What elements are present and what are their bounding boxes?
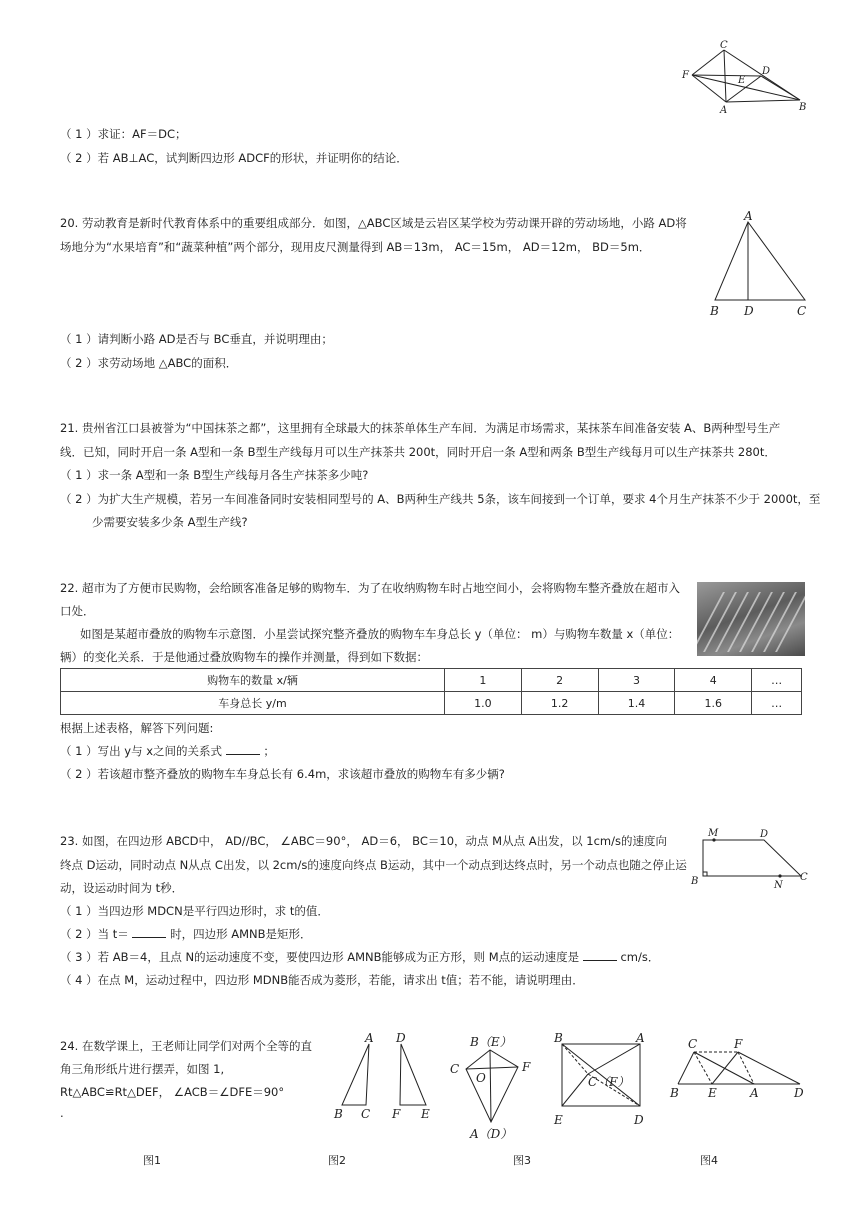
answer-blank[interactable] xyxy=(226,744,260,755)
table-cell: 2 xyxy=(521,669,598,692)
q23-label-n: N xyxy=(774,880,783,891)
q20-label-b: B xyxy=(710,304,719,318)
q23-stem-line1: 23. 如图，在四边形 ABCD中， AD//BC， ∠ABC＝90°， AD＝6， BC＝10，动点 M从点 A出发，以 1cm/s的速度向 xyxy=(60,834,667,848)
figure-caption: 图1 xyxy=(143,1154,161,1167)
q20-label-d: D xyxy=(744,304,754,318)
q23-label-d: D xyxy=(760,829,769,840)
table-cell: … xyxy=(752,669,802,692)
table-cell: 1.2 xyxy=(521,692,598,715)
q24-fig2-label-c: C xyxy=(450,1062,460,1076)
q22-part1-tail: ； xyxy=(263,744,275,758)
q24-stem-line2: 角三角形纸片进行摆弄，如图 1, xyxy=(60,1062,225,1076)
q23-label-c: C xyxy=(800,872,808,883)
q23-part3 xyxy=(60,949,659,966)
q23-part4: （ 4 ）在点 M，运动过程中，四边形 MDNB能否成为菱形，若能，请求出 t值；若不能，请说明理由． xyxy=(60,973,584,987)
q24-figure4 xyxy=(666,1030,808,1108)
q23-part3-text: （ 3 ）若 AB＝4，且点 N的运动速度不变，要使四边形 AMNB能够成为正方形，则 M点的运动速度是 xyxy=(60,950,580,964)
q24-fig4-label-b: B xyxy=(670,1086,679,1100)
q19-label-f: F xyxy=(682,70,689,81)
q23-part2-text: （ 2 ）当 t＝ xyxy=(60,927,129,941)
q24-fig2-label-f: F xyxy=(522,1060,531,1074)
q24-fig4-label-f: F xyxy=(734,1037,743,1051)
q21-part1: （ 1 ）求一条 A型和一条 B型生产线每月各生产抹茶多少吨? xyxy=(60,468,369,482)
figure-caption: 图4 xyxy=(700,1154,718,1167)
q24-figure3 xyxy=(548,1030,658,1132)
q21-part2-line2: 少需要安装多少条 A型生产线? xyxy=(92,515,248,529)
q24-fig3-label-a: A xyxy=(636,1031,645,1045)
figure-caption: 图3 xyxy=(513,1154,531,1167)
table-row xyxy=(61,692,802,715)
q23-stem-line3: 动，设运动时间为 t秒． xyxy=(60,881,184,895)
q20-stem-line2: 场地分为“水果培育”和“蔬菜种植”两个部分，现用皮尺测量得到 AB＝13m， AC＝15m， AD＝12m， BD＝5m． xyxy=(60,240,651,254)
q24-fig1-label-d: D xyxy=(396,1031,406,1045)
q19-label-b: B xyxy=(799,102,807,113)
q22-part1-text: （ 1 ）写出 y与 x之间的关系式 xyxy=(60,744,223,758)
table-cell: 1.0 xyxy=(445,692,522,715)
q22-stem-line4: 辆）的变化关系．于是他通过叠放购物车的操作并测量，得到如下数据： xyxy=(60,650,428,664)
table-cell: 1 xyxy=(445,669,522,692)
q24-fig1-label-b: B xyxy=(334,1107,343,1121)
q22-after-table: 根据上述表格，解答下列问题: xyxy=(60,721,214,735)
q24-stem-line4: . xyxy=(60,1106,64,1120)
cart-data-table xyxy=(60,668,802,715)
q24-fig3-label-d: D xyxy=(634,1113,644,1127)
table-cell: 3 xyxy=(598,669,675,692)
q23-label-m: M xyxy=(708,828,719,839)
q20-part1: （ 1 ）请判断小路 AD是否与 BC垂直，并说明理由； xyxy=(60,332,333,346)
figure-caption: 图2 xyxy=(328,1154,346,1167)
table-header-cell: 购物车的数量 x/辆 xyxy=(61,669,445,692)
q22-stem-line2: 口处． xyxy=(60,604,95,618)
q22-stem-line3: 如图是某超市叠放的购物车示意图．小星尝试探究整齐叠放的购物车车身总长 y（单位： m）与购物车数量 x（单位： xyxy=(80,627,680,641)
table-cell: 1.4 xyxy=(598,692,675,715)
q24-fig4-label-e: E xyxy=(708,1086,717,1100)
q21-stem-line2: 线．已知，同时开启一条 A型和一条 B型生产线每月可以生产抹茶共 200t，同时开启一条 A型和两条 B型生产线每月可以生产抹茶共 280t． xyxy=(60,445,776,459)
q24-fig3-label-b: B xyxy=(554,1031,563,1045)
q23-figure xyxy=(688,822,812,892)
q22-part2: （ 2 ）若该超市整齐叠放的购物车车身总长有 6.4m，求该超市叠放的购物车有多少辆? xyxy=(60,767,505,781)
q24-fig4-label-a: A xyxy=(750,1086,759,1100)
q23-part1: （ 1 ）当四边形 MDCN是平行四边形时，求 t的值． xyxy=(60,904,329,918)
q24-stem-line1: 24. 在数学课上，王老师让同学们对两个全等的直 xyxy=(60,1039,312,1053)
q21-stem-line1: 21. 贵州省江口县被誉为“中国抹茶之都”，这里拥有全球最大的抹茶单体生产车间．为满足市场需求，某抹茶车间准备安装 A、B两种型号生产 xyxy=(60,421,781,435)
q21-part2-line1: （ 2 ）为扩大生产规模，若另一车间准备同时安装相同型号的 A、B两种生产线共 5条，该车间接到一个订单，要求 4个月生产抹茶不少于 2000t，至 xyxy=(60,492,821,506)
q22-stem-line1: 22. 超市为了方便市民购物，会给顾客准备足够的购物车．为了在收纳购物车时占地空间小，会将购物车整齐叠放在超市入 xyxy=(60,581,680,595)
q24-fig4-label-c: C xyxy=(688,1037,698,1051)
q24-figure2 xyxy=(446,1030,538,1142)
q22-part1 xyxy=(60,743,275,760)
table-cell: 4 xyxy=(675,669,752,692)
q24-fig2-label-ad: A（D） xyxy=(470,1127,513,1141)
q24-fig1-label-c: C xyxy=(361,1107,371,1121)
table-row xyxy=(61,669,802,692)
q24-fig2-label-be: B（E） xyxy=(470,1035,512,1049)
q23-part2-tail: 时，四边形 AMNB是矩形． xyxy=(170,927,312,941)
q19-label-a: A xyxy=(720,105,728,116)
q24-stem-line3: Rt△ABC≌Rt△DEF， ∠ACB＝∠DFE＝90° xyxy=(60,1085,285,1099)
q24-fig1-label-e: E xyxy=(421,1107,430,1121)
q19-figure xyxy=(680,38,810,118)
q19-part1: （ 1 ）求证：AF＝DC； xyxy=(60,127,187,141)
table-cell: 1.6 xyxy=(675,692,752,715)
q23-part2 xyxy=(60,926,312,943)
q19-label-d: D xyxy=(762,66,771,77)
q23-stem-line2: 终点 D运动，同时动点 N从点 C出发，以 2cm/s的速度向终点 B运动，其中一个动点到达终点时，另一个动点也随之停止运 xyxy=(60,858,687,872)
q24-fig3-label-e: E xyxy=(554,1113,563,1127)
q19-label-e: E xyxy=(738,75,746,86)
q19-part2: （ 2 ）若 AB⊥AC，试判断四边形 ADCF的形状，并证明你的结论． xyxy=(60,151,408,165)
q23-part3-tail: cm/s． xyxy=(620,950,660,964)
q20-label-a: A xyxy=(744,209,753,223)
q24-figure1 xyxy=(328,1030,438,1126)
q24-fig1-label-f: F xyxy=(392,1107,401,1121)
q24-fig1-label-a: A xyxy=(365,1031,374,1045)
answer-blank[interactable] xyxy=(583,950,617,961)
table-header-cell: 车身总长 y/m xyxy=(61,692,445,715)
q20-label-c: C xyxy=(797,304,807,318)
table-cell: … xyxy=(752,692,802,715)
q24-fig4-label-d: D xyxy=(794,1086,804,1100)
q20-part2: （ 2 ）求劳动场地 △ABC的面积． xyxy=(60,356,238,370)
q20-stem-line1: 20. 劳动教育是新时代教育体系中的重要组成部分．如图，△ABC区域是云岩区某学校为劳动课开辟的劳动场地，小路 AD将 xyxy=(60,216,687,230)
shopping-cart-photo xyxy=(697,582,805,656)
q23-label-b: B xyxy=(691,876,699,887)
q19-label-c: C xyxy=(720,40,728,51)
answer-blank[interactable] xyxy=(132,927,166,938)
q20-figure xyxy=(705,208,815,320)
q24-fig3-label-cf: C（F） xyxy=(588,1075,630,1089)
q24-fig2-label-o: O xyxy=(476,1071,486,1085)
